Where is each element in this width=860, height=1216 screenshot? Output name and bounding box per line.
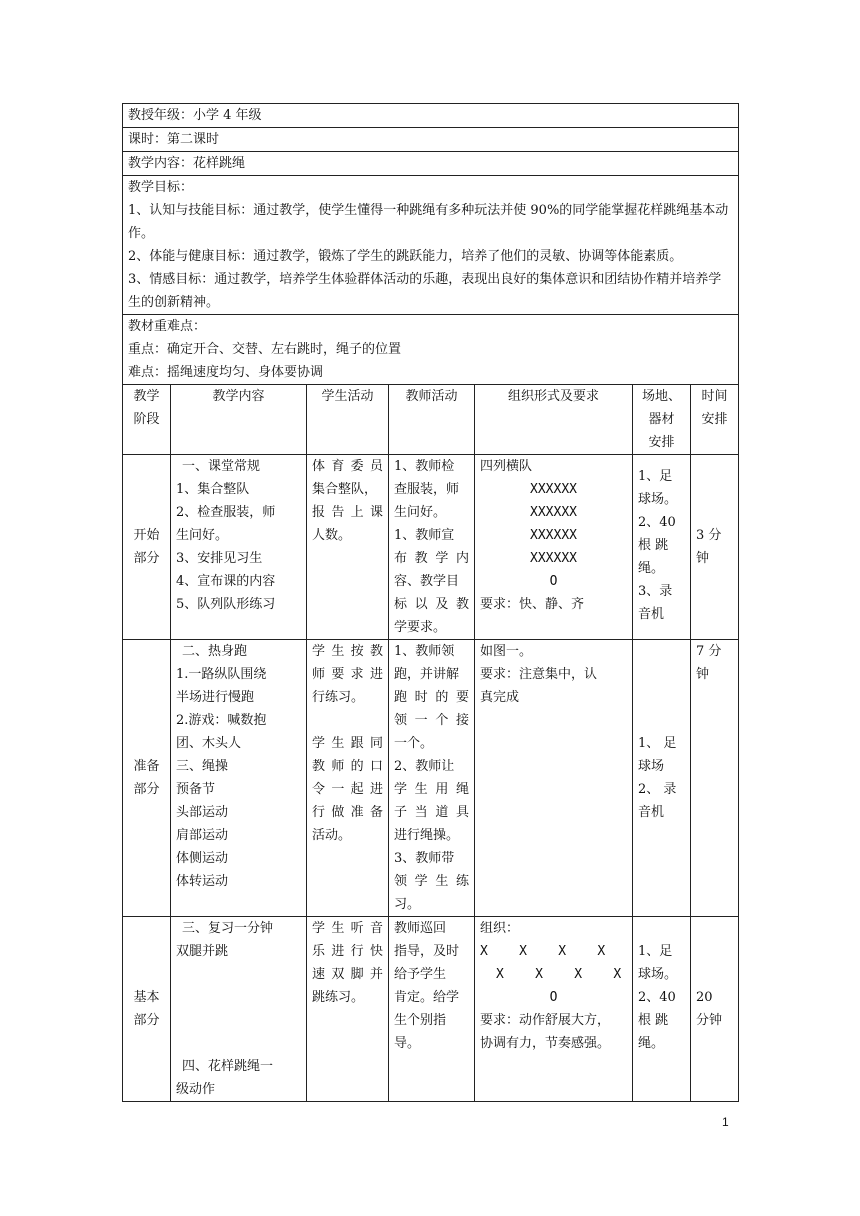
- objective-1: 1、认知与技能目标：通过教学，使学生懂得一种跳绳有多种玩法并使 90%的同学能掌握花样跳绳基本动作。: [128, 203, 729, 241]
- time-cell: 20 分钟: [691, 917, 739, 1102]
- difficulty-title: 教材重难点：: [128, 319, 207, 334]
- content-list: 一、课堂常规 1、集合整队 2、检查服装，师 生问好。 3、安排见习生 4、宣布课的内容 5、队列队形练习: [171, 455, 307, 640]
- venue-cell: 1、足 球场。 2、40 根 跳 绳。: [633, 917, 691, 1102]
- header-stage: 教学 阶段: [123, 385, 171, 455]
- table-header-row: [123, 385, 739, 455]
- stage-cell: 基本 部分: [123, 917, 171, 1102]
- organization-cell: 组织： X X X X X X X X O 要求：动作舒展大方， 协调有力，节奏感强。: [475, 917, 633, 1102]
- header-content: 教学内容: [171, 385, 307, 455]
- table-row: [123, 640, 739, 917]
- student-activity: 体育委员 集合整队， 报告上课 人数。: [307, 455, 389, 640]
- stage-cell: 开始 部分: [123, 455, 171, 640]
- teacher-position: O: [549, 574, 558, 589]
- teacher-activity: 教师巡回 指导，及时 给予学生 肯定。给学 生个别指 导。: [389, 917, 475, 1102]
- lesson-plan-table: [122, 103, 739, 1102]
- teacher-position: O: [549, 990, 558, 1005]
- table-row: [123, 455, 739, 640]
- page-number: 1: [722, 1115, 729, 1129]
- content-list: 三、复习一分钟 双腿并跳 四、花样跳绳一 级动作: [171, 917, 307, 1102]
- objectives-title: 教学目标：: [128, 180, 194, 195]
- formation-row: X X X X: [496, 967, 622, 982]
- content-cell: 教学内容：花样跳绳: [123, 152, 739, 176]
- formation-row: XXXXXX: [530, 551, 577, 566]
- student-activity: 学生听音 乐进行快 速双脚并 跳练习。: [307, 917, 389, 1102]
- header-venue: 场地、 器材 安排: [633, 385, 691, 455]
- organization-cell: 四列横队 XXXXXX XXXXXX XXXXXX XXXXXX O 要求：快、静、齐: [475, 455, 633, 640]
- header-org: 组织形式及要求: [475, 385, 633, 455]
- student-activity: 学生按教 师要求进 行练习。 学生跟同 教师的口 令一起进 行做准备 活动。: [307, 640, 389, 917]
- formation-row: X X X X: [480, 944, 606, 959]
- difficulty-cell: [123, 315, 739, 385]
- objective-3: 3、情感目标：通过教学，培养学生体验群体活动的乐趣，表现出良好的集体意识和团结协作精并培养学生的创新精神。: [128, 272, 722, 310]
- objectives-cell: [123, 176, 739, 315]
- objective-2: 2、体能与健康目标：通过教学，锻炼了学生的跳跃能力，培养了他们的灵敏、协调等体能素质。: [128, 249, 683, 264]
- key-point: 重点：确定开合、交替、左右跳时，绳子的位置: [128, 342, 402, 357]
- organization-cell: 如图一。 要求：注意集中，认 真完成: [475, 640, 633, 917]
- venue-cell: 1、足 球场。 2、40 根 跳 绳。 3、录 音机: [633, 455, 691, 640]
- header-time: 时间 安排: [691, 385, 739, 455]
- formation-row: XXXXXX: [530, 528, 577, 543]
- header-student: 学生活动: [307, 385, 389, 455]
- period-cell: 课时：第二课时: [123, 128, 739, 152]
- formation-row: XXXXXX: [530, 482, 577, 497]
- table-row: [123, 917, 739, 1102]
- time-cell: 3 分 钟: [691, 455, 739, 640]
- grade-cell: 教授年级：小学 4 年级: [123, 104, 739, 128]
- teacher-activity: 1、教师领 跑，并讲解 跑时的要 领一个接 一个。 2、教师让 学生用绳 子当道具 进行绳操。 3、教师带 领学生练 习。: [389, 640, 475, 917]
- venue-cell: 1、 足 球场 2、 录 音机: [633, 640, 691, 917]
- time-cell: 7 分 钟: [691, 640, 739, 917]
- stage-cell: 准备 部分: [123, 640, 171, 917]
- teacher-activity: 1、教师检 查服装，师 生问好。 1、教师宣 布教学内 容、教学目 标以及教 学要求。: [389, 455, 475, 640]
- content-list: 二、热身跑 1.一路纵队围绕 半场进行慢跑 2.游戏：喊数抱 团、木头人 三、绳操 预备节 头部运动 肩部运动 体侧运动 体转运动: [171, 640, 307, 917]
- formation-row: XXXXXX: [530, 505, 577, 520]
- difficulty-point: 难点：摇绳速度均匀、身体要协调: [128, 365, 324, 380]
- header-teacher: 教师活动: [389, 385, 475, 455]
